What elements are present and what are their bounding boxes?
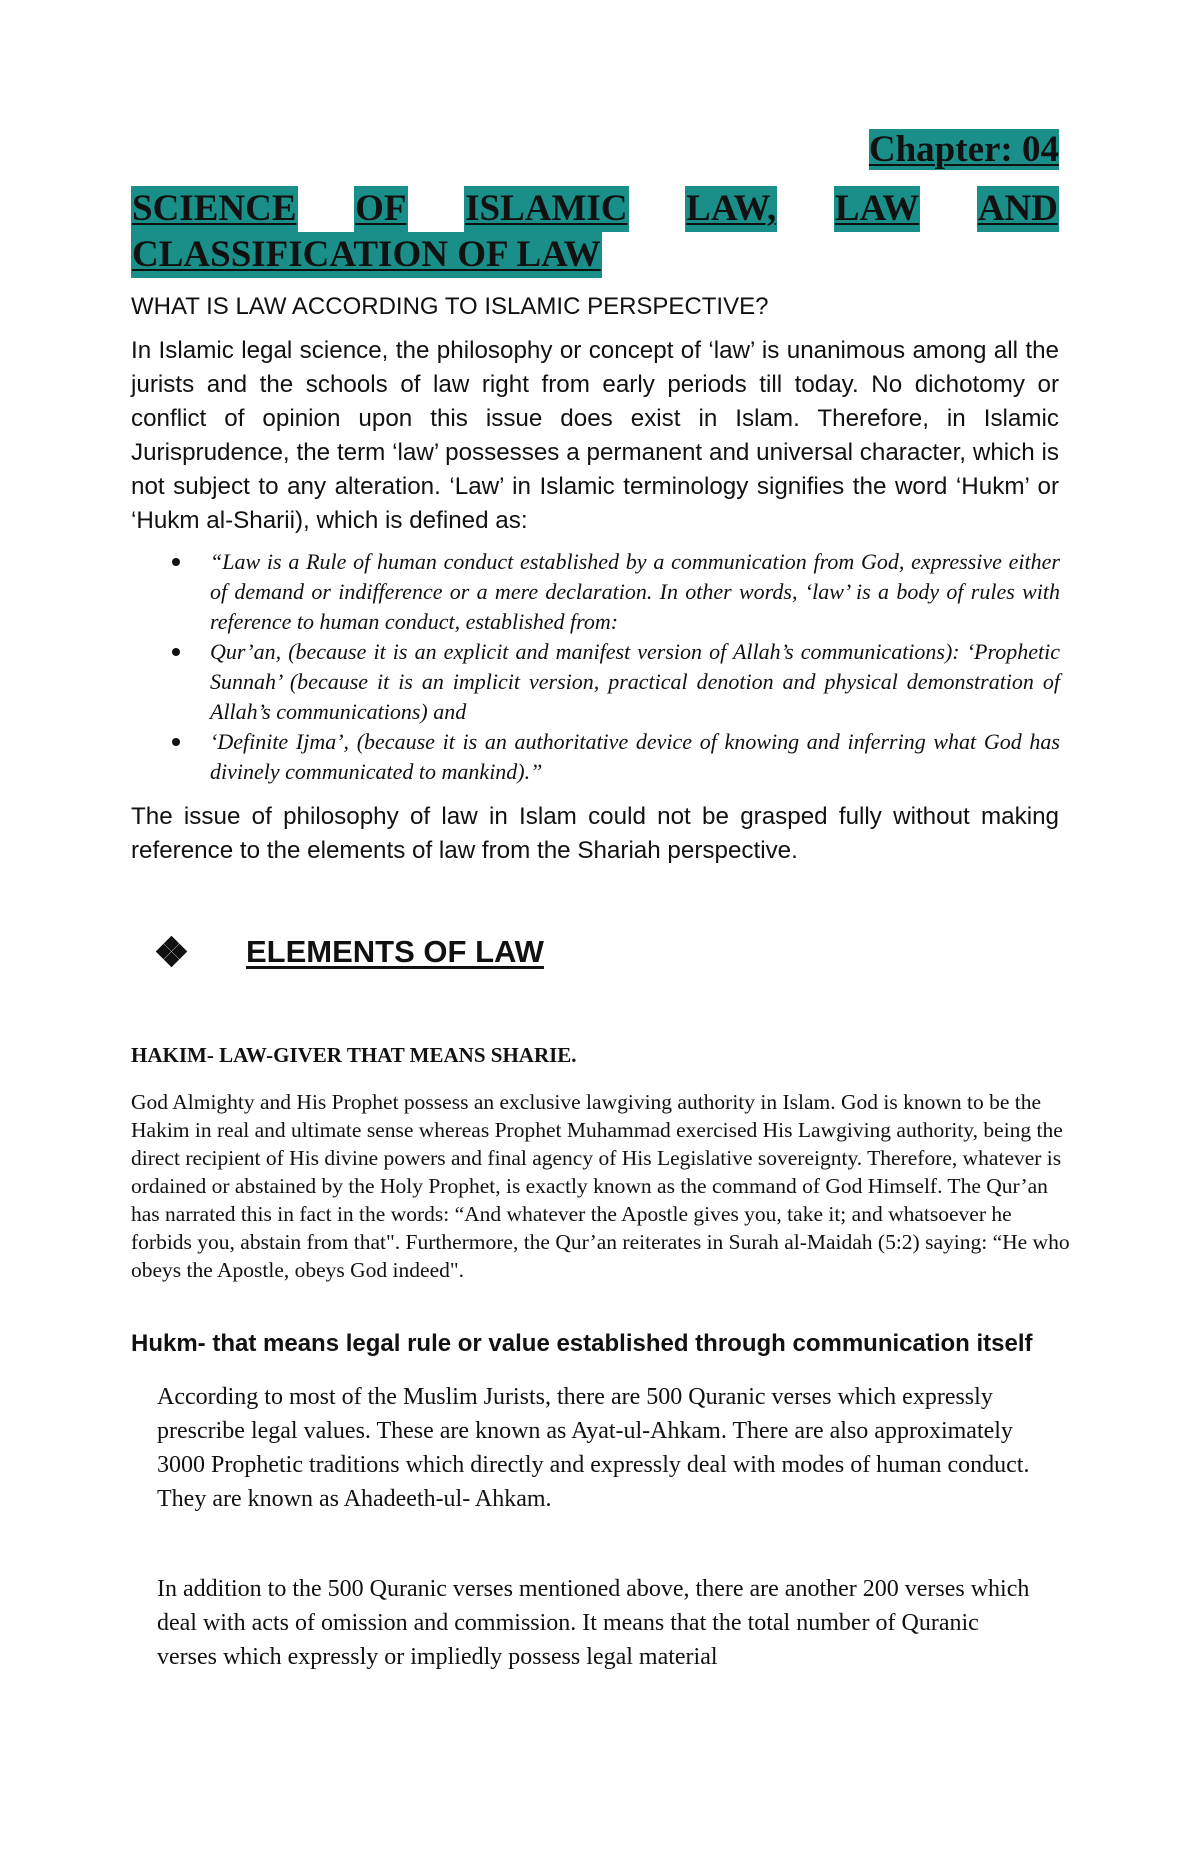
elements-heading <box>158 934 544 970</box>
title-word: AND <box>977 186 1059 232</box>
ahkam-paragraph: According to most of the Muslim Jurists, there are 500 Quranic verses which expressly prescribe legal values. These are known as Ayat-ul-Ahkam. There are also approximately 3000 Prophetic traditions which directly and expressly deal with modes of human conduct. They are known as Ahadeeth-ul- Ahkam. <box>157 1384 1030 1512</box>
title-word: SCIENCE <box>131 186 298 232</box>
title-word: LAW <box>834 186 920 232</box>
hakim-paragraph: God Almighty and His Prophet possess an exclusive lawgiving authority in Islam. God is known to be the Hakim in real and ultimate sense whereas Prophet Muhammad exercised His Lawgiving authority, being the direct recipient of His divine powers and final agency of His Legislative sovereignty. Therefore, whatever is ordained or abstained by the Holy Prophet, is exactly known as the command of God Himself. The Qur’an has narrated this in fact in the words: “And whatever the Apostle gives you, take it; and whatsoever he forbids you, abstain from that". Furthermore, the Qur’an reiterates in Surah al-Maidah (5:2) saying: “He who obeys the Apostle, obeys God indeed". <box>131 1090 1070 1282</box>
diamond-bullet-icon <box>158 938 186 966</box>
bullet-icon <box>172 558 180 566</box>
intro-paragraph: In Islamic legal science, the philosophy or concept of ‘law’ is unanimous among all the jurists and the schools of law right from early periods till today. No dichotomy or conflict of opinion upon this issue does exist in Islam. Therefore, in Islamic Jurisprudence, the term ‘law’ possesses a permanent and universal character, which is not subject to any alteration. ‘Law’ in Islamic terminology signifies the word ‘Hukm’ or ‘Hukm al-Sharii), which is defined as: <box>131 337 1059 534</box>
hakim-heading: HAKIM- LAW-GIVER THAT MEANS SHARIE. <box>131 1043 577 1067</box>
verses-paragraph: In addition to the 500 Quranic verses mentioned above, there are another 200 verses which deal with acts of omission and commission. It means that the total number of Quranic verses which expressly or impliedly possess legal material <box>157 1576 1030 1670</box>
closing-paragraph: The issue of philosophy of law in Islam could not be grasped fully without making reference to the elements of law from the Shariah perspective. <box>131 803 1059 864</box>
bullet-icon <box>172 648 180 656</box>
chapter-title <box>131 186 1059 278</box>
list-item: ‘Definite Ijma’, (because it is an authoritative device of knowing and inferring what God has divinely communicated to mankind).” <box>172 727 1060 787</box>
list-item: “Law is a Rule of human conduct established by a communication from God, expressive either of demand or indifference or a mere declaration. In other words, ‘law’ is a body of rules with reference to human conduct, established from: <box>172 547 1060 637</box>
list-item: Qur’an, (because it is an explicit and manifest version of Allah’s communications): ‘Prophetic Sunnah’ (because it is an implicit version, practical denotion and physical demonstration of Allah’s communications) and <box>172 637 1060 727</box>
title-word: OF <box>354 186 407 232</box>
title-line-2: CLASSIFICATION OF LAW <box>131 232 1059 278</box>
hukm-heading: Hukm- that means legal rule or value established through communication itself <box>131 1330 1033 1357</box>
elements-title: ELEMENTS OF LAW <box>246 934 544 969</box>
title-line-1 <box>131 186 1059 232</box>
definition-list <box>172 547 1060 787</box>
section-question: WHAT IS LAW ACCORDING TO ISLAMIC PERSPECTIVE? <box>131 293 769 320</box>
title-word: ISLAMIC <box>464 186 628 232</box>
chapter-label: Chapter: 04 <box>868 129 1059 170</box>
title-word: LAW, <box>685 186 777 232</box>
bullet-icon <box>172 738 180 746</box>
